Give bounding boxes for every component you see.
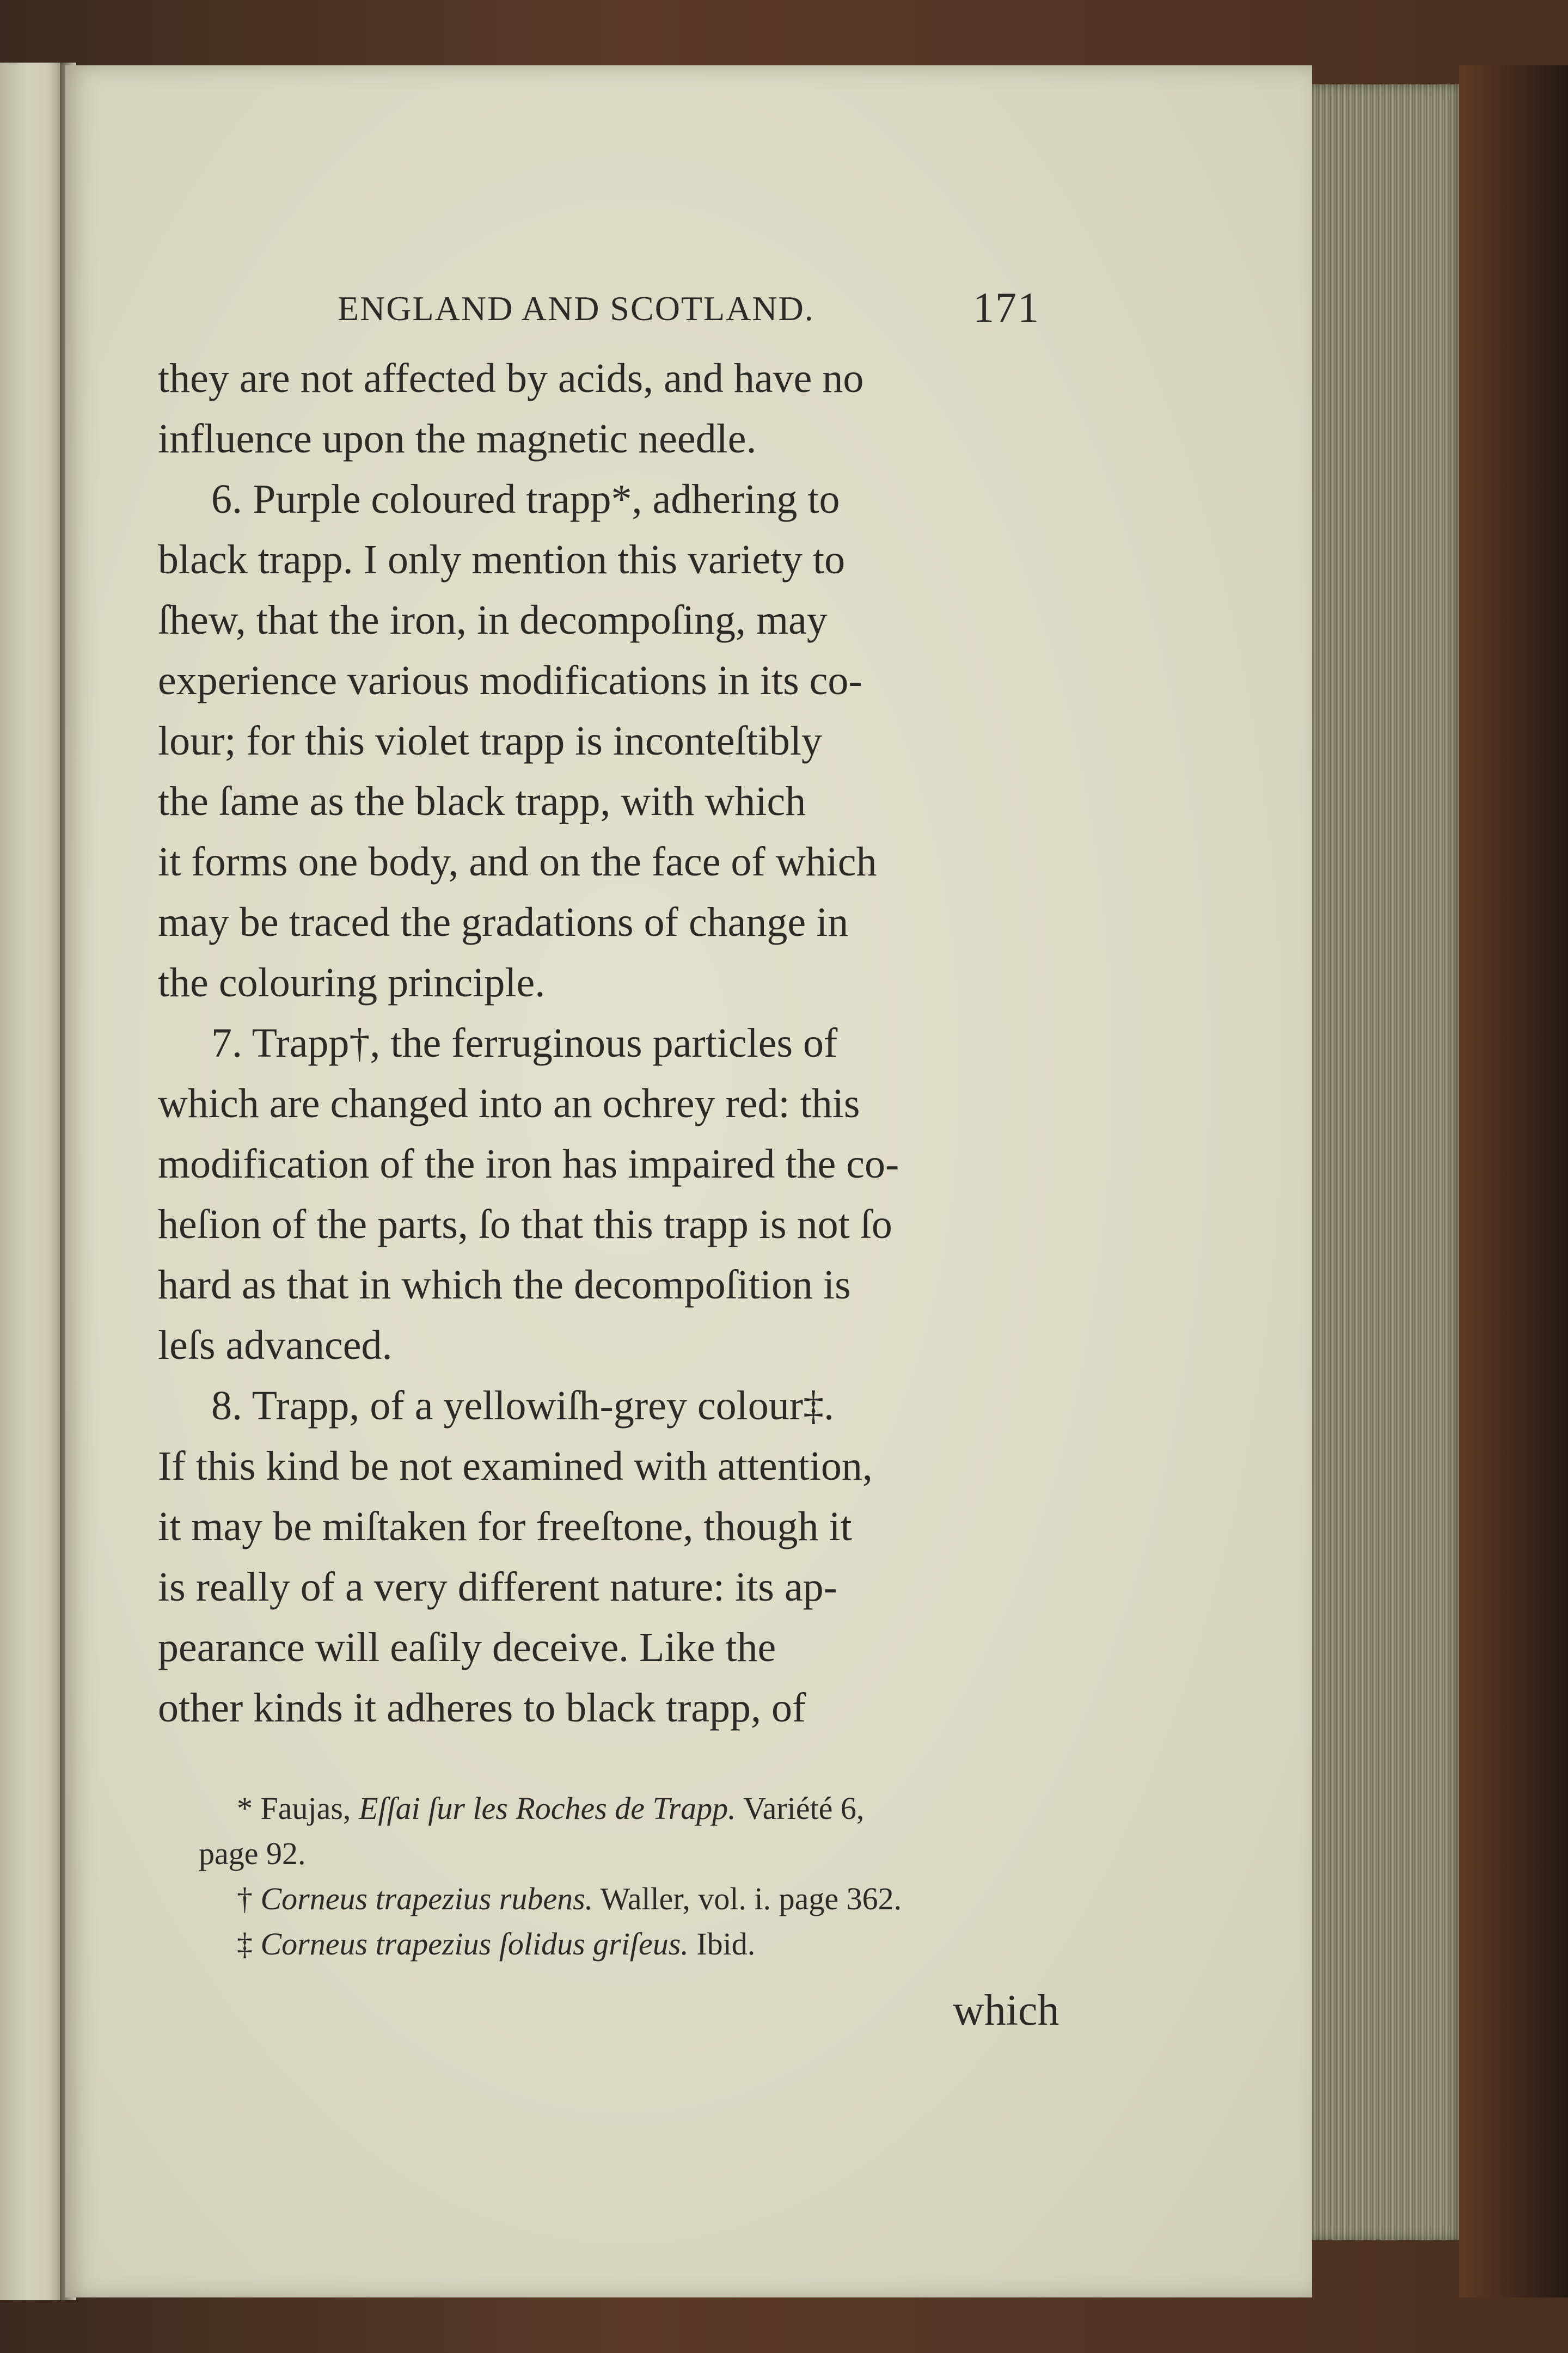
footnote-rest: Waller, vol. i. page 362.	[600, 1881, 902, 1916]
page-header	[338, 283, 1040, 332]
catchword: which	[953, 1987, 1059, 2035]
running-head: ENGLAND AND SCOTLAND.	[338, 289, 814, 328]
text-line: leſs advanced.	[158, 1322, 393, 1368]
text-line: it forms one body, and on the face of which	[158, 839, 877, 885]
page-body	[158, 348, 1045, 1738]
footnote	[193, 1876, 1070, 1921]
text-line: which are changed into an ochrey red: this	[158, 1081, 860, 1126]
text-line: the colouring principle.	[158, 960, 546, 1006]
text-line: 7. Trapp†, the ferruginous particles of	[211, 1020, 838, 1066]
text-line: heſion of the parts, ſo that this trapp is not ſo	[158, 1202, 892, 1247]
footnote-title: Corneus trapezius rubens.	[260, 1881, 593, 1916]
text-line: the ſame as the black trapp, with which	[158, 779, 806, 824]
text-line: influence upon the magnetic needle.	[158, 416, 757, 462]
text-line: is really of a very different nature: its ap-	[158, 1564, 837, 1610]
text-line: it may be miſtaken for freeſtone, though it	[158, 1504, 852, 1549]
page-number: 171	[973, 284, 1040, 331]
text-line: they are not affected by acids, and have no	[158, 356, 864, 401]
footnote-continuation: page 92.	[199, 1836, 306, 1871]
text-line: 8. Trapp, of a yellowiſh-grey colour‡.	[211, 1383, 835, 1429]
footnote-rest: Ibid.	[696, 1926, 756, 1962]
footnote-mark: *	[237, 1791, 253, 1826]
text-line: other kinds it adheres to black trapp, of	[158, 1685, 806, 1731]
text-line: may be traced the gradations of change in	[158, 899, 849, 945]
footnotes	[193, 1786, 1070, 1966]
footnote-mark: †	[237, 1881, 253, 1916]
text-line: lour; for this violet trapp is inconteſtibly	[158, 718, 823, 764]
footnote-author: Faujas,	[260, 1791, 351, 1826]
text-line: 6. Purple coloured trapp*, adhering to	[211, 476, 840, 522]
footnote	[193, 1921, 1070, 1966]
footnote-title: Corneus trapezius ſolidus griſeus.	[260, 1926, 689, 1962]
text-line: ſhew, that the iron, in decompoſing, may	[158, 597, 828, 643]
text-line: modification of the iron has impaired the co-	[158, 1141, 899, 1187]
text-line: If this kind be not examined with attention,	[158, 1443, 873, 1489]
footnote-title: Eſſai ſur les Roches de Trapp.	[358, 1791, 736, 1826]
facing-page-edge	[0, 63, 63, 2300]
text-line: pearance will eaſily deceive. Like the	[158, 1625, 776, 1670]
text-line: hard as that in which the decompoſition is	[158, 1262, 851, 1308]
text-line: experience various modifications in its co-	[158, 658, 862, 703]
footnote-mark: ‡	[237, 1926, 253, 1962]
footnote-rest: Variété 6,	[743, 1791, 865, 1826]
leather-cover-edge	[1459, 65, 1568, 2297]
footnote	[193, 1786, 1070, 1831]
text-line: black trapp. I only mention this variety to	[158, 537, 846, 583]
page-block-edges	[1307, 84, 1465, 2240]
